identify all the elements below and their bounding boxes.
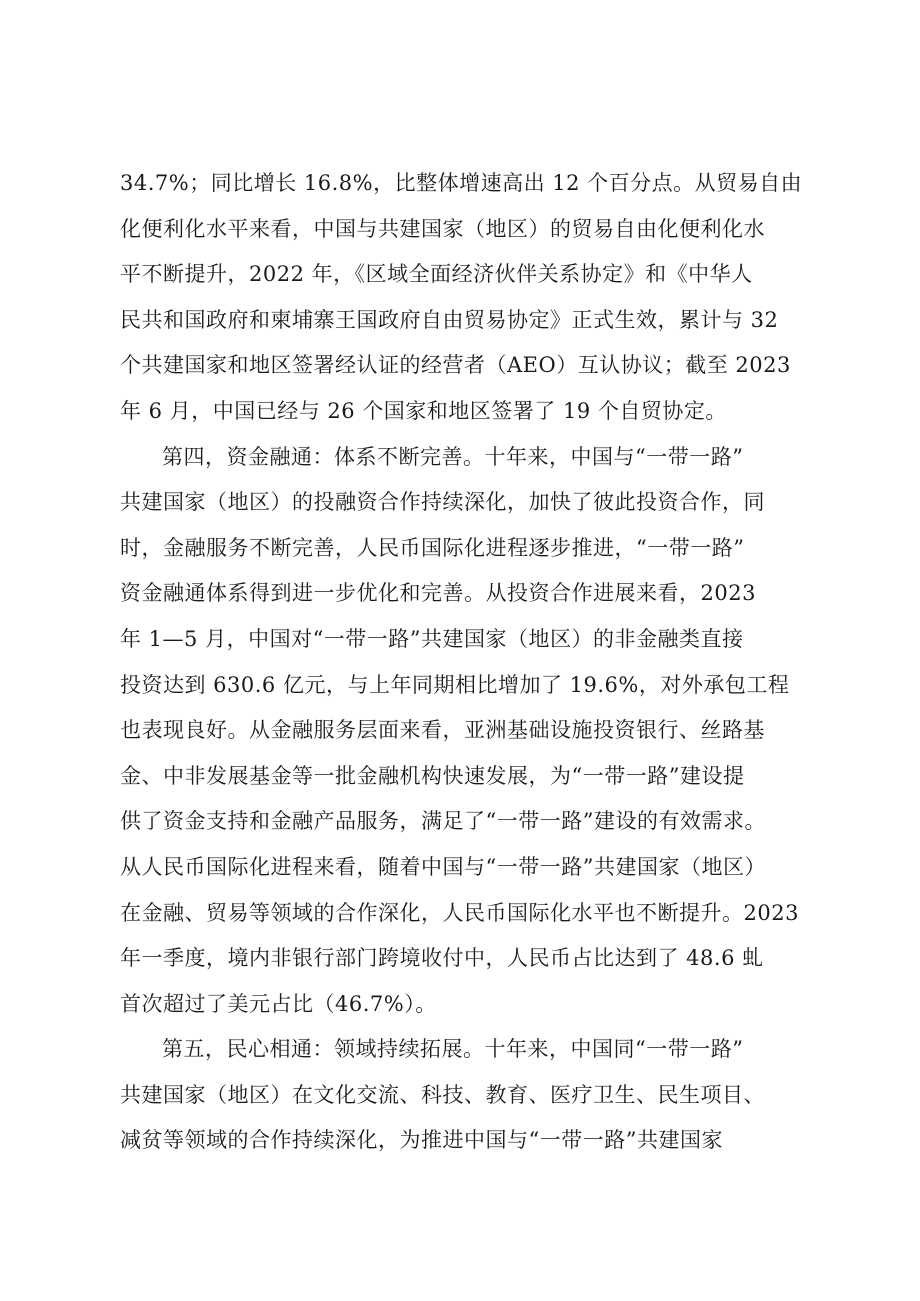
text-line: 从人民币国际化进程来看，随着中国与“一带一路”共建国家（地区） xyxy=(120,854,766,879)
text-line: 时，金融服务不断完善，人民币国际化进程逐步推进，“一带一路” xyxy=(120,535,745,560)
text-line: 也表现良好。从金融服务层面来看，亚洲基础设施投资银行、丝路基 xyxy=(120,718,765,743)
text-line: 共建国家（地区）在文化交流、科技、教育、医疗卫生、民生项目、 xyxy=(120,1082,765,1107)
text-line: 化便利化水平来看，中国与共建国家（地区）的贸易自由化便利化水 xyxy=(120,216,765,241)
text-line: 平不断提升，2022 年，《区域全面经济伙伴关系协定》和《中华人 xyxy=(120,262,753,287)
text-line: 金、中非发展基金等一批金融机构快速发展，为“一带一路”建设提 xyxy=(120,763,745,788)
text-line: 年 1—5 月，中国对“一带一路”共建国家（地区）的非金融类直接 xyxy=(120,626,744,651)
text-line: 34.7%；同比增长 16.8%，比整体增速高出 12 个百分点。从贸易自由 xyxy=(120,171,803,195)
text-line: 民共和国政府和柬埔寨王国政府自由贸易协定》正式生效，累计与 32 xyxy=(120,307,779,332)
body-text xyxy=(120,161,820,1164)
text-line: 个共建国家和地区签署经认证的经营者（AEO）互认协议；截至 2023 xyxy=(120,353,791,378)
text-line: 年一季度，境内非银行部门跨境收付中，人民币占比达到了 48.6 虬 xyxy=(120,946,764,971)
text-line: 供了资金支持和金融产品服务，满足了“一带一路”建设的有效需求。 xyxy=(120,809,766,834)
paragraph-start-line: 第五，民心相通：领域持续拓展。十年来，中国同“一带一路” xyxy=(162,1037,744,1062)
text-line: 年 6 月，中国已经与 26 个国家和地区签署了 19 个自贸协定。 xyxy=(120,398,727,423)
text-line: 共建国家（地区）的投融资合作持续深化，加快了彼此投资合作，同 xyxy=(120,490,765,515)
text-line: 投资达到 630.6 亿元，与上年同期相比增加了 19.6%，对外承包工程 xyxy=(120,672,790,697)
paragraph-start-line: 第四，资金融通：体系不断完善。十年来，中国与“一带一路” xyxy=(162,444,744,469)
text-line: 在金融、贸易等领域的合作深化，人民币国际化水平也不断提升。2023 xyxy=(120,900,799,925)
text-line: 首次超过了美元占比（46.7%）。 xyxy=(120,991,437,1016)
text-line: 资金融通体系得到进一步优化和完善。从投资合作进展来看，2023 xyxy=(120,581,756,606)
text-line: 减贫等领域的合作持续深化，为推进中国与“一带一路”共建国家 xyxy=(120,1128,723,1153)
